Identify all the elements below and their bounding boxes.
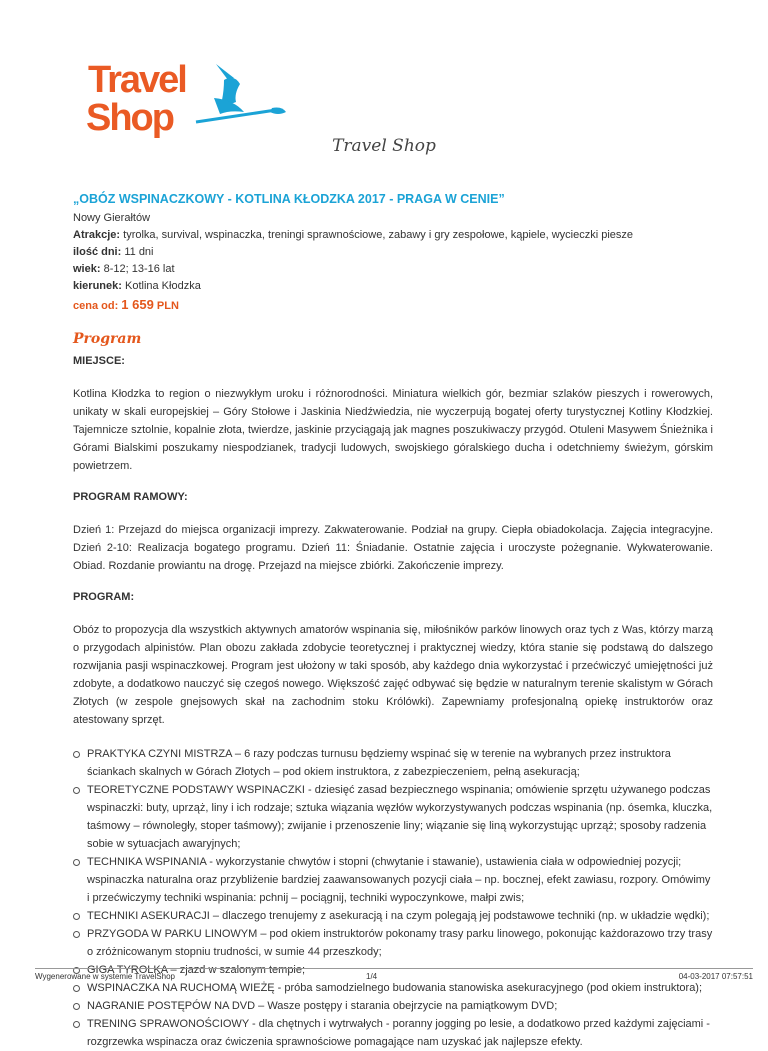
bullet-icon — [73, 1021, 80, 1028]
brand-name: Travel Shop — [332, 136, 436, 156]
list-item-text: WSPINACZKA NA RUCHOMĄ WIEŻĘ - próba samodzielnego budowania stanowiska asekuracyjnego (pod okiem instruktora); — [87, 982, 703, 994]
program-list — [73, 745, 713, 1051]
age-label: wiek: — [73, 263, 101, 275]
offer-content — [73, 192, 713, 1051]
list-item-text: TRENING SPRAWONOŚCIOWY - dla chętnych i wytrwałych - poranny jogging po lesie, a dodatkowo przed każdymi zajęciami - rozgrzewka wspinacza oraz ćwiczenia sprawnościowe pomagające nam uzyskać jak najlepsze efekty. — [87, 1018, 710, 1048]
list-item-text: TECHNIKA WSPINANIA - wykorzystanie chwytów i stopni (chwytanie i stawanie), ustawienia ciała w odpowiedniej pozycji; wspinaczka naturalna oraz przybliżenie bardziej zaawansowanych pozycji ciała – np. bocznej, efekt zawiasu, rozpory. Omówimy i przećwiczymy techniki wspinania: pchnij – pociągnij, techniki wypoczynkowe, małpi zwis; — [87, 856, 711, 904]
offer-price — [73, 295, 713, 316]
bullet-icon — [73, 931, 80, 938]
list-item-text: GIGA TYROLKA – zjazd w szalonym tempie; — [87, 964, 306, 976]
list-item-text: TEORETYCZNE PODSTAWY WSPINACZKI - dziesięć zasad bezpiecznego wspinania; omówienie sprzętu używanego podczas wspinaczki: buty, uprząż, liny i ich rodzaje; sztuka wiązania węzłów wykorzystywanych podczas wspinania (np. ósemka, kluczka, taśmowy – równoległy, stoper taśmowy); zwijanie i przenoszenie liny; wiązanie się liną wykorzystując uprząż; sposoby radzenia sobie w sytuacjach awaryjnych; — [87, 784, 713, 850]
days-label: ilość dni: — [73, 246, 122, 258]
program-text: Obóz to propozycja dla wszystkich aktywnych amatorów wspinania się, miłośników parków linowych oraz tych z Was, którzy marzą o przygodach alpinistów. Plan obozu zakłada zdobycie teoretycznej i praktycznej wiedzy, która stanie się podstawą do dalszego rozwijania pasji wspinaczkowej. Program jest ułożony w taki sposób, aby każdego dnia wykorzystać i przećwiczyć umiejętności już zdobyte, a dodatkowo nauczyć się czegoś nowego. Większość zajęć odbywać się będzie w naturalnym terenie skalistym w Górach Złotych (w zespole gnejsowych skał na zachodnim stoku Królówki). Zapewniamy profesjonalną opiekę instruktorów oraz atestowany sprzęt. — [73, 624, 713, 726]
list-item — [87, 1015, 713, 1051]
frame-heading: PROGRAM RAMOWY: — [73, 491, 188, 503]
list-item-text: TECHNIKI ASEKURACJI – dlaczego trenujemy z asekuracją i na czym polegają jej podstawowe techniki (np. w układzie wędki); — [87, 910, 710, 922]
offer-attractions — [73, 227, 713, 244]
list-item — [87, 853, 713, 907]
attractions-label: Atrakcje: — [73, 229, 121, 241]
offer-days — [73, 244, 713, 261]
place-heading: MIEJSCE: — [73, 355, 125, 367]
footer-page-number: 1/4 — [366, 972, 378, 981]
bullet-icon — [73, 787, 80, 794]
price-currency: PLN — [156, 300, 179, 312]
list-item — [87, 997, 713, 1015]
list-item — [87, 781, 713, 853]
list-item — [87, 907, 713, 925]
bullet-icon — [73, 751, 80, 758]
list-item-text: NAGRANIE POSTĘPÓW NA DVD – Wasze postępy i starania obejrzycie na pamiątkowym DVD; — [87, 1000, 558, 1012]
age-value: 8-12; 13-16 lat — [103, 263, 175, 275]
bullet-icon — [73, 913, 80, 920]
offer-location: Nowy Gierałtów — [73, 212, 151, 224]
program-heading: Program — [73, 331, 142, 347]
program-subheading: PROGRAM: — [73, 591, 135, 603]
bullet-icon — [73, 859, 80, 866]
svg-text:Travel: Travel — [88, 59, 186, 101]
footer-timestamp: 04-03-2017 07:57:51 — [678, 972, 753, 981]
offer-direction — [73, 278, 713, 295]
place-text: Kotlina Kłodzka to region o niezwykłym uroku i różnorodności. Miniatura wielkich gór, bezmiar szlaków pieszych i rowerowych, unikaty w skali europejskiej – Góry Stołowe i Jaskinia Niedźwiedzia, nie wyczerpują bogatej oferty turystycznej Kotliny Kłodzkiej. Tajemnicze sztolnie, kopalnie złota, twierdze, jaskinie przyciągają jak magnes poszukiwaczy przygód. Otuleni Masywem Śnieżnika i Górami Bialskimi poszukamy niespodzianek, tradycji ludowych, swojskiego góralskiego ducha i odetchniemy świeżym, górskim powietrzem. — [73, 388, 713, 472]
list-item — [87, 745, 713, 781]
list-item — [87, 979, 713, 997]
price-label: cena od: — [73, 300, 119, 312]
direction-value: Kotlina Kłodzka — [124, 280, 201, 292]
svg-text:Shop: Shop — [86, 97, 173, 139]
frame-text: Dzień 1: Przejazd do miejsca organizacji imprezy. Zakwaterowanie. Podział na grupy. Ciepła obiadokolacja. Zajęcia integracyjne. Dzień 2-10: Realizacja bogatego programu. Dzień 11: Śniadanie. Ostatnie zajęcia i uroczyste pożegnanie. Wykwaterowanie. Obiad. Rozdanie prowiantu na drogę. Przejazd na miejsce zbiórki. Zakończenie imprezy. — [73, 524, 713, 572]
offer-age — [73, 261, 713, 278]
list-item — [87, 925, 713, 961]
price-amount: 1 659 — [121, 297, 154, 312]
list-item-text: PRZYGODA W PARKU LINOWYM – pod okiem instruktorów pokonamy trasy parku linowego, pokonując każdorazowo trzy trasy o zróżnicowanym stopniu trudności, w sumie 44 przeszkody; — [87, 928, 713, 958]
offer-title: „OBÓZ WSPINACZKOWY - KOTLINA KŁODZKA 2017 - PRAGA W CENIE” — [73, 192, 505, 206]
direction-label: kierunek: — [73, 280, 122, 292]
footer-generator: Wygenerowane w systemie TravelShop — [35, 972, 175, 981]
attractions-value: tyrolka, survival, wspinaczka, treningi sprawnościowe, zabawy i gry zespołowe, kąpiele, wycieczki piesze — [123, 229, 634, 241]
travel-shop-logo — [86, 52, 296, 144]
bullet-icon — [73, 1003, 80, 1010]
bullet-icon — [73, 985, 80, 992]
days-value: 11 dni — [124, 246, 154, 258]
list-item-text: PRAKTYKA CZYNI MISTRZA – 6 razy podczas turnusu będziemy wspinać się w terenie na wybranych przez instruktora ściankach skalnych w Górach Złotych – pod okiem instruktora, z zabezpieczeniem, pełną asekuracją; — [87, 748, 671, 778]
